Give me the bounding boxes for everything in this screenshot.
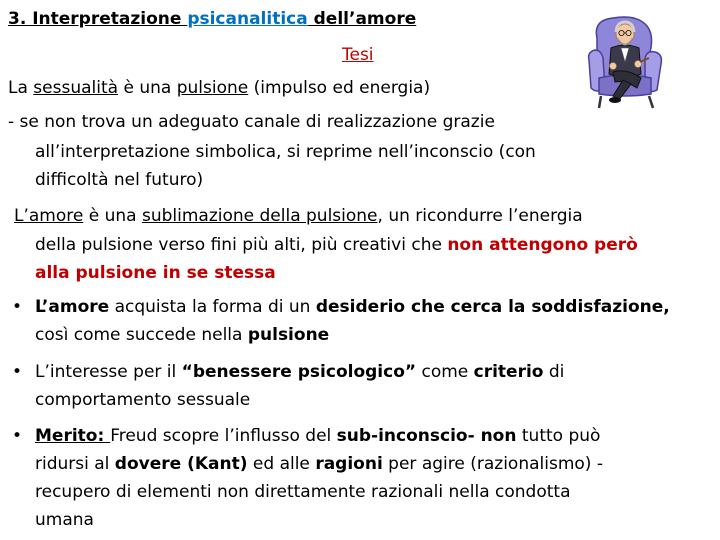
paragraph-sessualita: La sessualità è una pulsione (impulso ed energia): [8, 78, 431, 98]
paragraph-amore-l3: alla pulsione in se stessa: [35, 263, 276, 283]
bullet-benessere-l2: comportamento sessuale: [35, 390, 251, 410]
highlight-non-attengono: non attengono però: [447, 235, 638, 255]
paragraph-amore-l2: della pulsione verso fini più alti, più creativi che non attengono però: [35, 235, 638, 255]
bullet-marker: •: [12, 426, 23, 446]
bullet-merito-l4: umana: [35, 510, 94, 530]
title-psicanalitica: psicanalitica: [187, 9, 308, 29]
bullet-marker: •: [12, 297, 23, 317]
paragraph-repressione-l2: all’interpretazione simbolica, si reprime nell’inconscio (con: [35, 142, 536, 162]
tesi-heading: Tesi: [342, 45, 374, 65]
term-sublimazione: sublimazione della pulsione: [141, 206, 378, 226]
freud-armchair-icon: [583, 8, 667, 112]
paragraph-amore-l1: L’amore è una sublimazione della pulsione, un ricondurre l’energia: [14, 206, 583, 226]
bullet-benessere-l1: L’interesse per il “benessere psicologico” come criterio di: [35, 362, 565, 382]
title-part: 3. Interpretazione: [8, 9, 188, 29]
paragraph-repressione-l3: difficoltà nel futuro): [35, 170, 204, 190]
title-part: dell’amore: [307, 9, 417, 29]
paragraph-repressione-l1: - se non trova un adeguato canale di realizzazione grazie: [8, 112, 495, 132]
bullet-merito-l1: Merito: Freud scopre l’influsso del sub-inconscio- non tutto può: [35, 426, 601, 446]
term-sessualita: sessualità: [33, 78, 119, 98]
bullet-marker: •: [12, 362, 23, 382]
bullet-desiderio-l2: così come succede nella pulsione: [35, 325, 330, 345]
bullet-merito-l2: ridursi al dovere (Kant) ed alle ragioni per agire (razionalismo) -: [35, 454, 603, 474]
bullet-merito-l3: recupero di elementi non direttamente razionali nella condotta: [35, 482, 571, 502]
label-merito: Merito:: [35, 426, 111, 446]
bullet-desiderio-l1: L’amore acquista la forma di un desiderio che cerca la soddisfazione,: [35, 297, 670, 317]
slide-title: [8, 8, 416, 30]
term-pulsione: pulsione: [176, 78, 249, 98]
